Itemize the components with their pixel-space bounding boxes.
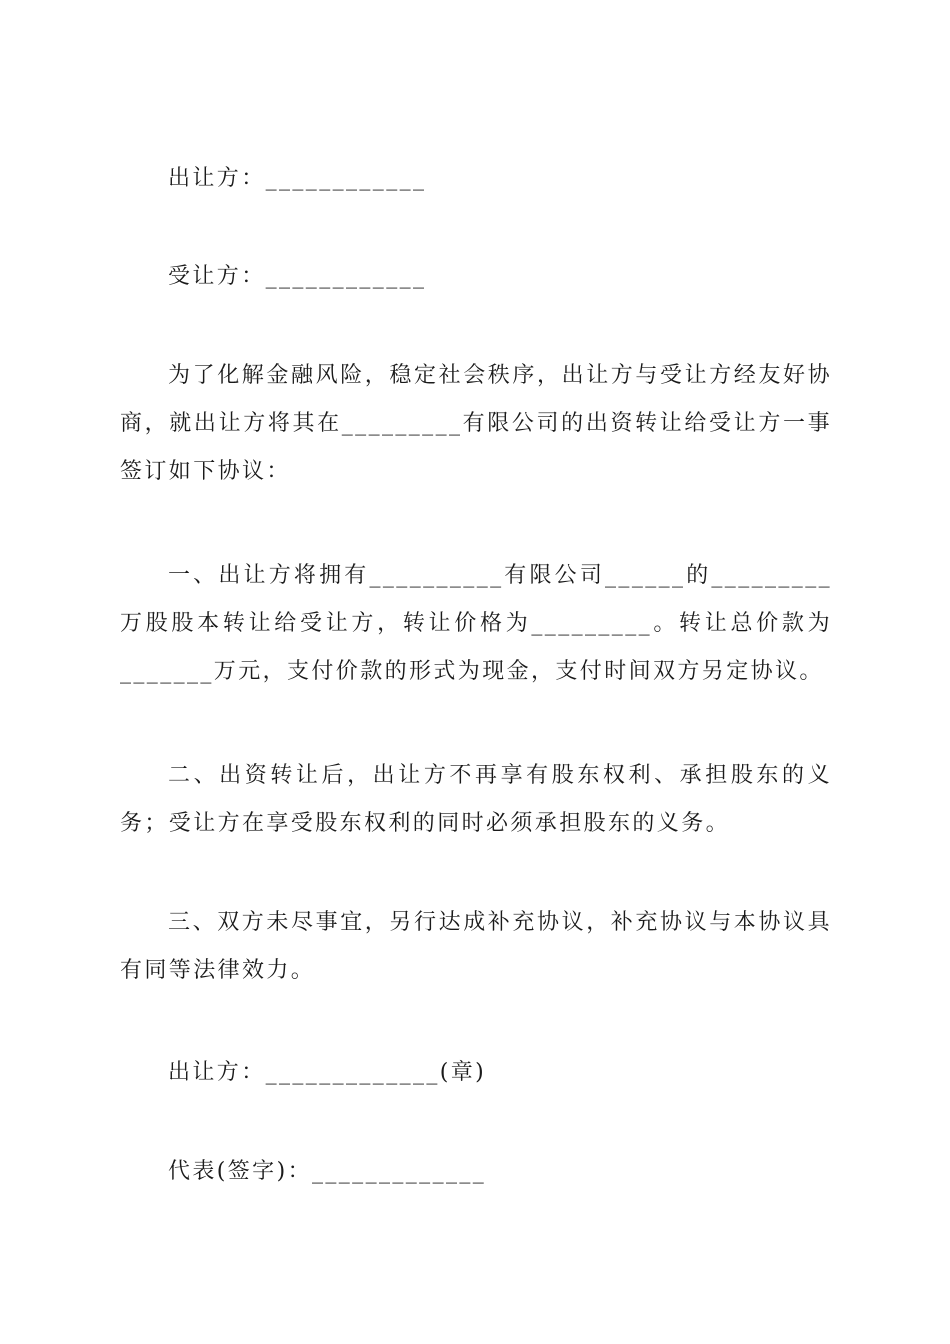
- clause-two-paragraph: 二、出资转让后，出让方不再享有股东权利、承担股东的义务；受让方在享受股东权利的同时必须承担股东的义务。: [120, 763, 832, 836]
- transferor-line: 出让方：____________: [168, 166, 427, 191]
- transferee-line: 受让方：____________: [168, 264, 427, 289]
- clause-three-paragraph: 三、双方未尽事宜，另行达成补充协议，补充协议与本协议具有同等法律效力。: [120, 910, 832, 983]
- transferor-seal-line: 出让方：_____________(章): [168, 1060, 487, 1085]
- intro-paragraph: 为了化解金融风险，稳定社会秩序，出让方与受让方经友好协商，就出让方将其在_________有限公司的出资转让给受让方一事签订如下协议：: [120, 363, 832, 484]
- representative-signature-line: 代表(签字)：_____________: [168, 1159, 487, 1184]
- clause-one-paragraph: 一、出让方将拥有__________有限公司______的_________万股股本转让给受让方，转让价格为_________。转让总价款为_______万元，支付价款的形式为现金，支付时间双方另定协议。: [120, 563, 832, 684]
